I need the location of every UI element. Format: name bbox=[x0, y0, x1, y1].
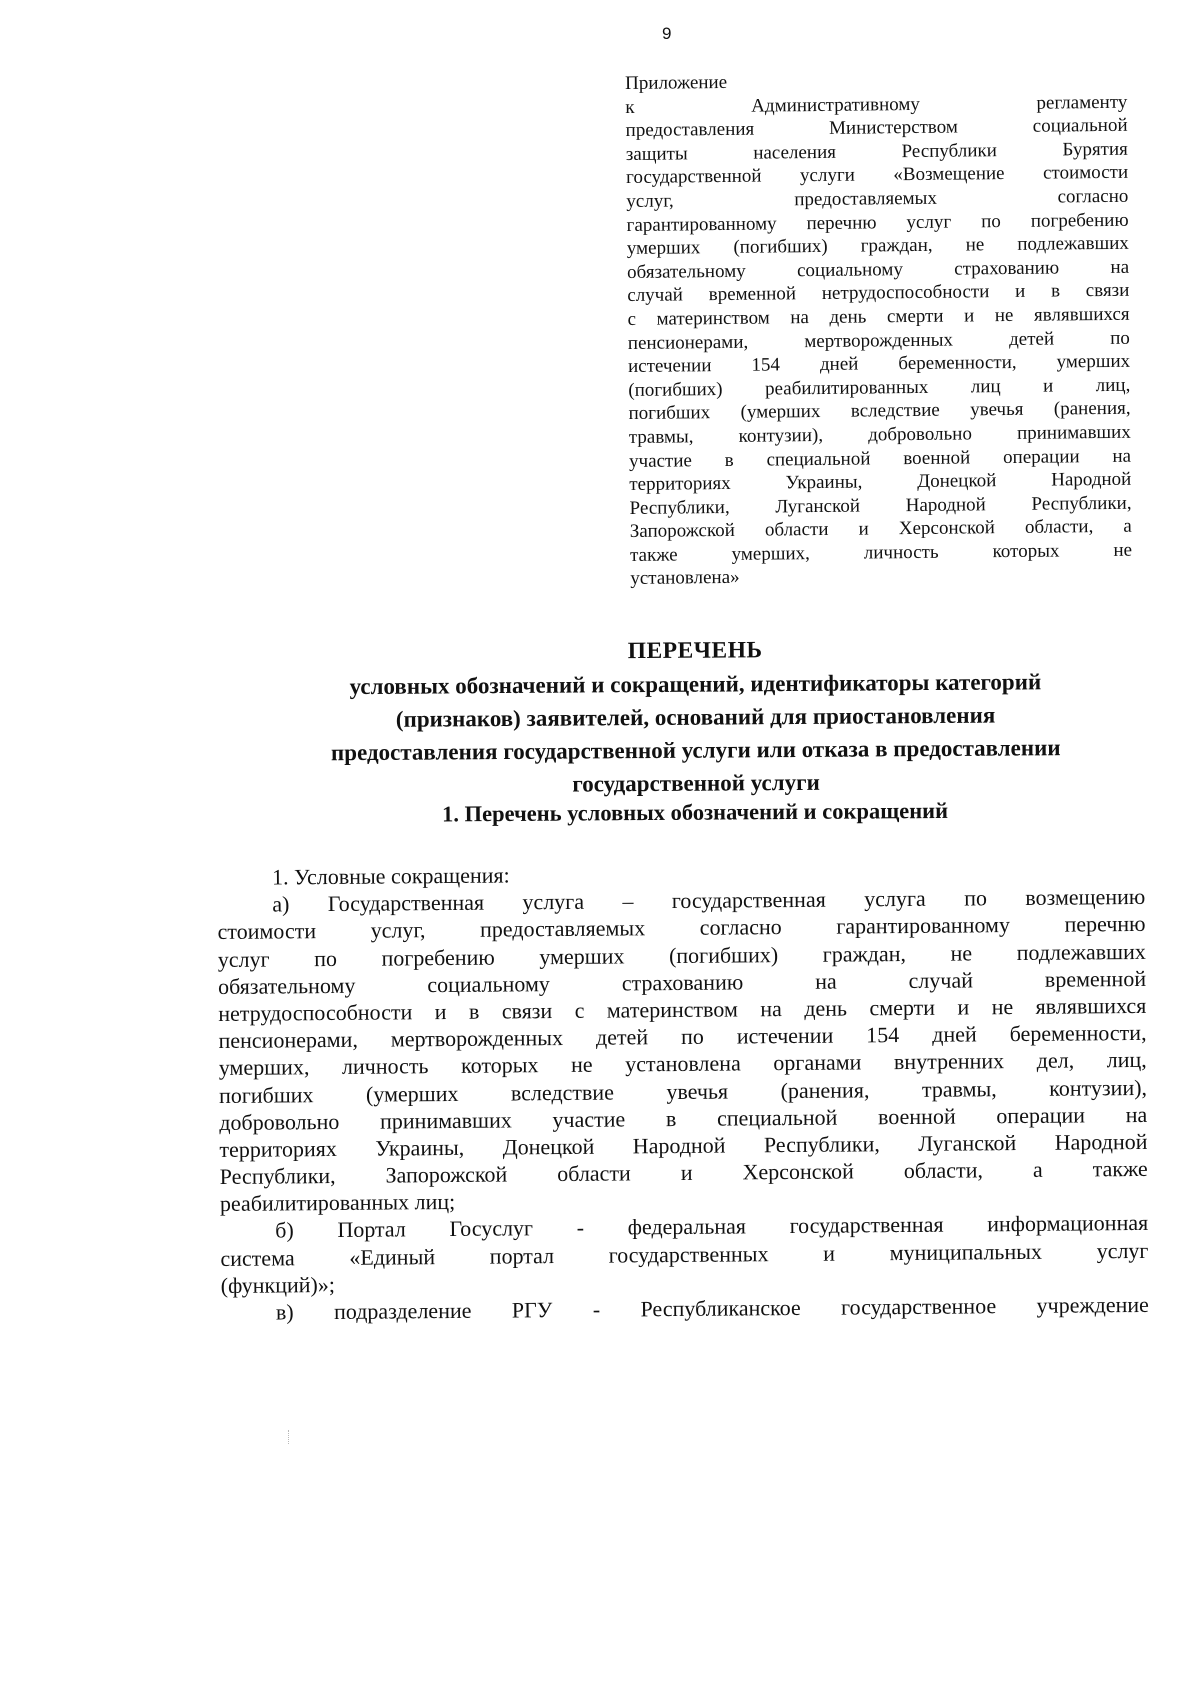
appendix-line: гарантированному перечню услуг по погребению bbox=[626, 209, 1129, 236]
appendix-line: обязательному социальному страхованию на bbox=[626, 256, 1130, 283]
body-line: обязательному социальному страхованию на случай временной bbox=[217, 965, 1147, 999]
document-subtitle-line: условных обозначений и сокращений, идентификаторы категорий bbox=[349, 669, 1042, 700]
body-line: нетрудоспособности и в связи с материнством на день смерти и не являвшихся bbox=[218, 992, 1147, 1026]
body-line: Республики, Запорожской области и Херсонской области, а также bbox=[219, 1155, 1148, 1190]
body-line: добровольно принимавших участие в специальной военной операции на bbox=[219, 1101, 1148, 1135]
body-line: погибших (умерших вследствие увечья (ранения, травмы, контузии), bbox=[218, 1074, 1148, 1108]
appendix-line: погибших (умерших вследствие увечья (ранения, bbox=[628, 398, 1131, 425]
appendix-line: также умерших, личность которых не bbox=[629, 539, 1133, 566]
page-number: 9 bbox=[662, 24, 672, 43]
appendix-line: участие в специальной военной операции на bbox=[628, 445, 1132, 472]
body-line: (функций)»; bbox=[220, 1271, 336, 1298]
document-subtitle-line: государственной услуги bbox=[572, 769, 820, 797]
body-line: а) Государственная услуга – государственная услуга по возмещению bbox=[272, 884, 1146, 917]
appendix-line: травмы, контузии), добровольно принимавших bbox=[628, 421, 1131, 448]
body-line: 1. Условные сокращения: bbox=[272, 862, 510, 890]
document-title-block bbox=[220, 631, 1171, 803]
body-line: умерших, личность которых не установлена органами внутренних дел, лиц, bbox=[218, 1047, 1147, 1081]
appendix-line: умерших (погибших) граждан, не подлежавших bbox=[626, 232, 1129, 260]
document-subtitle-line: (признаков) заявителей, оснований для приостановления bbox=[395, 702, 996, 732]
appendix-line: территориях Украины, Донецкой Народной bbox=[629, 468, 1132, 496]
appendix-line: защиты населения Республики Бурятия bbox=[625, 138, 1128, 165]
appendix-line: к Административному регламенту bbox=[625, 91, 1128, 118]
appendix-line: (погибших) реабилитированных лиц и лиц, bbox=[628, 374, 1131, 401]
body-line: реабилитированных лиц; bbox=[219, 1189, 456, 1217]
document-title: ПЕРЕЧЕНЬ bbox=[627, 637, 763, 665]
appendix-line: пенсионерами, мертворожденных детей по bbox=[627, 327, 1130, 354]
appendix-line: Приложение bbox=[625, 71, 728, 94]
appendix-line: Республики, Луганской Народной Республики, bbox=[629, 492, 1132, 519]
appendix-line: Запорожской области и Херсонской области, а bbox=[629, 515, 1132, 543]
appendix-line: истечении 154 дней беременности, умерших bbox=[627, 350, 1131, 378]
appendix-line: предоставления Министерством социальной bbox=[625, 114, 1128, 142]
body-line: услуг по погребению умерших (погибших) граждан, не подлежавших bbox=[217, 938, 1146, 972]
appendix-line: услуг, предоставляемых согласно bbox=[626, 185, 1129, 212]
appendix-line: с материнством на день смерти и не являвшихся bbox=[627, 303, 1130, 330]
body-line: стоимости услуг, предоставляемых согласно гарантированному перечню bbox=[217, 911, 1146, 945]
body-line: пенсионерами, мертворожденных детей по истечении 154 дней беременности, bbox=[218, 1020, 1147, 1054]
body-line: система «Единый портал государственных и муниципальных услуг bbox=[220, 1237, 1149, 1271]
body-line: б) Портал Госуслуг - федеральная государственная информационная bbox=[275, 1210, 1149, 1243]
appendix-reference-block bbox=[625, 67, 1132, 591]
section-heading: 1. Перечень условных обозначений и сокращений bbox=[442, 797, 949, 827]
scan-artifact-mark bbox=[288, 1430, 290, 1444]
appendix-line: случай временной нетрудоспособности и в связи bbox=[627, 280, 1130, 307]
appendix-line: установлена» bbox=[630, 567, 740, 590]
body-text bbox=[217, 856, 1149, 1326]
appendix-line: государственной услуги «Возмещение стоимости bbox=[625, 162, 1129, 189]
document-subtitle-line: предоставления государственной услуги или отказа в предоставлении bbox=[330, 735, 1061, 766]
body-line: территориях Украины, Донецкой Народной Республики, Луганской Народной bbox=[219, 1128, 1148, 1162]
body-line: в) подразделение РГУ - Республиканское государственное учреждение bbox=[275, 1291, 1149, 1325]
